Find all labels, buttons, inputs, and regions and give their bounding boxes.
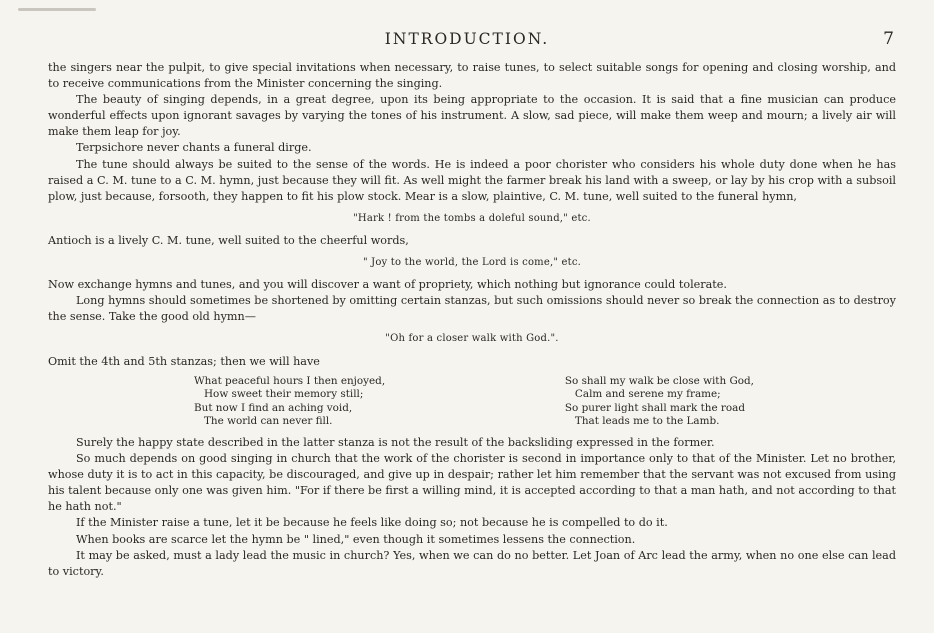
paragraph: Omit the 4th and 5th stanzas; then we will have [48, 354, 320, 368]
hymn-quote: " Joy to the world, the Lord is come," etc. [362, 257, 582, 269]
hymn-quote: "Hark ! from the tombs a doleful sound," etc. [353, 212, 591, 224]
paragraph: The tune should always be suited to the sense of the words. He is indeed a poor chorister who considers his whole duty done when he has raised a C. M. tune to a C. M. hymn, just because they will fit. As well might the farmer break his land with a sweep, or lay by his crop with a subsoil plow, just because, forsooth, they happen to fit his plow stock. Mear is a slow, plaintive, C. M. tune, well suited to the funeral hymn, [48, 157, 896, 203]
verse-line: That leads me to the Lamb. [574, 415, 720, 428]
paragraph: If the Minister raise a tune, let it be because he feels like doing so; not because he is compelled to do it. [76, 516, 668, 530]
paragraph: The beauty of singing depends, in a great degree, upon its being appropriate to the occasion. It is said that a fine musician can produce wonderful effects upon ignorant savages by varying the tones of his instrument. A slow, sad piece, will make them weep and mourn; a lively air will make them leap for joy. [48, 93, 896, 139]
verse-line: But now I find an aching void, [194, 401, 353, 414]
verse-line: How sweet their memory still; [204, 388, 364, 401]
paragraph: Surely the happy state described in the latter stanza is not the result of the backsliding expressed in the former. [76, 435, 715, 449]
paragraph: When books are scarce let the hymn be " lined," even though it sometimes lessens the connection. [76, 532, 636, 546]
verse-line: What peaceful hours I then enjoyed, [194, 374, 386, 387]
hymn-stanzas [194, 375, 754, 429]
verse-line: The world can never fill. [204, 415, 333, 428]
paragraph: Now exchange hymns and tunes, and you will discover a want of propriety, which nothing but ignorance could tolerate. [48, 278, 727, 292]
stanza-four [194, 375, 385, 429]
page-title: INTRODUCTION. [384, 30, 550, 48]
paragraph: the singers near the pulpit, to give special invitations when necessary, to raise tunes, to select suitable songs for opening and closing worship, and to receive communications from the Minister concerning the singing. [48, 61, 896, 91]
page-number: 7 [883, 29, 894, 49]
paragraph: It may be asked, must a lady lead the music in church? Yes, when we can do no better. Let Joan of Arc lead the army, when no one else can lead to victory. [48, 548, 896, 578]
verse-line: Calm and serene my frame; [574, 388, 721, 401]
hymn-quote: "Oh for a closer walk with God.". [385, 333, 559, 345]
ink-smudge [18, 8, 96, 11]
paragraph: So much depends on good singing in church that the work of the chorister is second in importance only to that of the Minister. Let no brother, whose duty it is to act in this capacity, be discouraged, and give up in despair; rather let him remember that the servant was not excused from using his talent because only one was given him. "For if there be first a willing mind, it is accepted according to that a man hath, and not according to that he hath not." [48, 452, 896, 514]
paragraph: Antioch is a lively C. M. tune, well suited to the cheerful words, [48, 233, 409, 247]
body-text [48, 60, 896, 580]
paragraph: Terpsichore never chants a funeral dirge. [76, 141, 312, 155]
verse-line: So shall my walk be close with God, [564, 374, 754, 387]
stanza-five [565, 375, 754, 429]
verse-line: So purer light shall mark the road [564, 401, 745, 414]
paragraph: Long hymns should sometimes be shortened by omitting certain stanzas, but such omissions should never so break the connection as to destroy the sense. Take the good old hymn— [48, 294, 896, 324]
